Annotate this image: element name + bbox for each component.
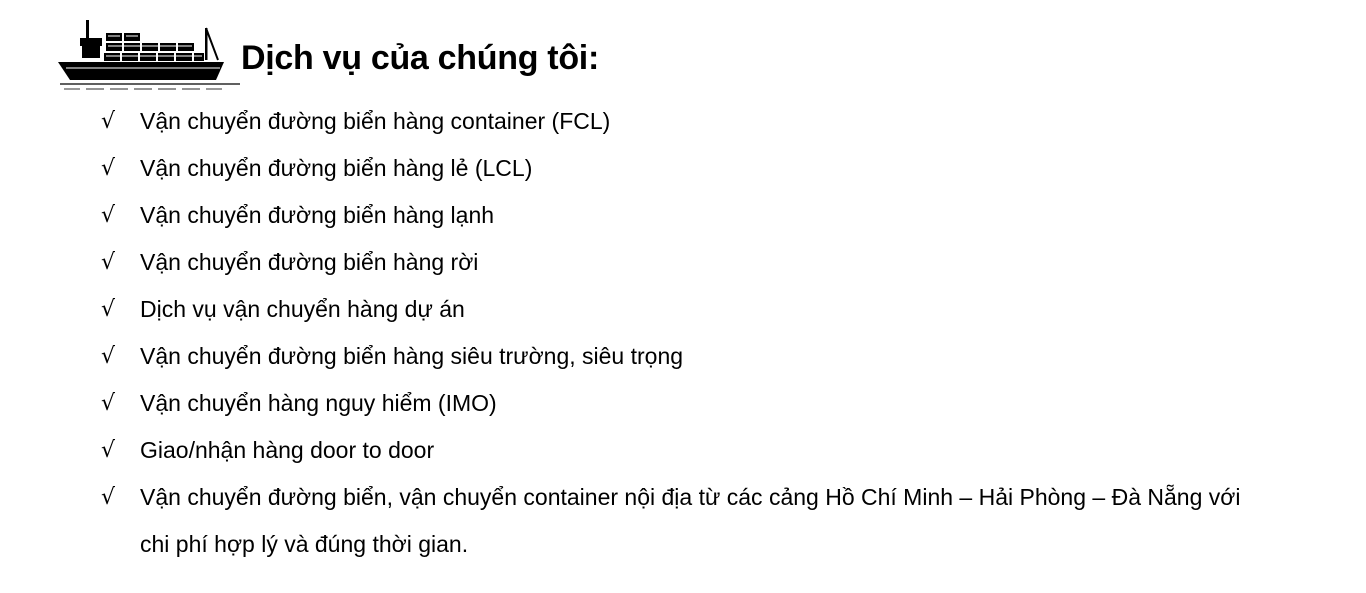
list-item <box>0 98 1366 145</box>
list-item <box>0 333 1366 380</box>
service-label: Dịch vụ vận chuyển hàng dự án <box>140 296 465 322</box>
section-header <box>56 16 240 92</box>
service-label: Vận chuyển đường biển hàng rời <box>140 249 479 275</box>
service-label: Vận chuyển đường biển hàng siêu trường, siêu trọng <box>140 343 684 369</box>
service-label: Vận chuyển đường biển hàng container (FCL) <box>140 108 611 134</box>
cargo-ship-icon <box>56 18 240 92</box>
list-item <box>0 474 1260 568</box>
service-label: Vận chuyển đường biển hàng lẻ (LCL) <box>140 155 533 181</box>
services-list <box>0 98 1366 568</box>
check-icon: √ <box>101 391 116 416</box>
service-label: Vận chuyển đường biển hàng lạnh <box>140 202 495 228</box>
check-icon: √ <box>101 109 116 134</box>
check-icon: √ <box>101 344 116 369</box>
list-item <box>0 380 1366 427</box>
page-title: Dịch vụ của chúng tôi: <box>241 39 599 77</box>
list-item <box>0 427 1366 474</box>
check-icon: √ <box>101 250 116 275</box>
check-icon: √ <box>101 156 116 181</box>
service-label: Giao/nhận hàng door to door <box>140 437 435 463</box>
check-icon: √ <box>101 297 116 322</box>
list-item <box>0 286 1366 333</box>
list-item <box>0 192 1366 239</box>
check-icon: √ <box>101 203 116 228</box>
list-item <box>0 239 1366 286</box>
check-icon: √ <box>101 438 116 463</box>
check-icon: √ <box>101 485 116 510</box>
list-item <box>0 145 1366 192</box>
service-label: Vận chuyển hàng nguy hiểm (IMO) <box>140 390 497 416</box>
service-label: Vận chuyển đường biển, vận chuyển container nội địa từ các cảng Hồ Chí Minh – Hải Phòng – Đà Nẵng với chi phí hợp lý và đúng thời gian. <box>140 484 1241 557</box>
